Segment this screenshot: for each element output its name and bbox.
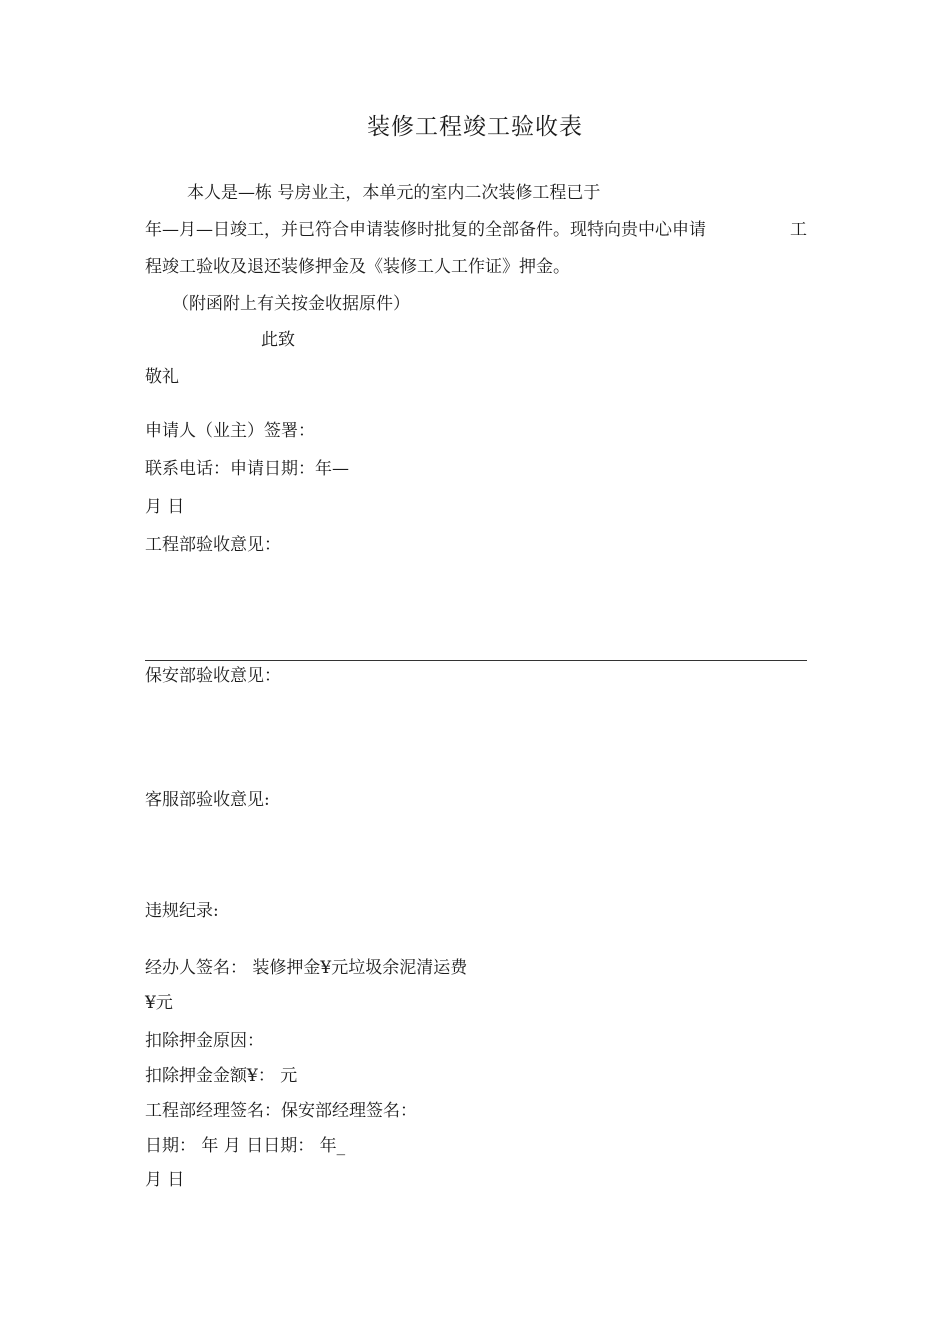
engineering-opinion-label: 工程部验收意见：: [145, 535, 281, 555]
paragraph-line-3: 程竣工验收及退还装修押金及《装修工人工作证》押金。: [145, 257, 570, 277]
contact-date-line-cont: 月 日: [145, 497, 185, 517]
handler-deposit-line-cont: ¥元: [145, 993, 173, 1013]
handler-deposit-line: 经办人签名： 装修押金¥元垃圾余泥清运费: [145, 958, 468, 978]
contact-date-line: 联系电话：申请日期：年—: [145, 459, 349, 479]
manager-signatures-line: 工程部经理签名：保安部经理签名：: [145, 1101, 417, 1121]
document-title: 装修工程竣工验收表: [367, 114, 583, 140]
deduction-reason-label: 扣除押金原因：: [145, 1031, 264, 1051]
paragraph-line-2: [145, 218, 807, 242]
attachment-note: （附函附上有关按金收据原件）: [172, 294, 410, 314]
applicant-signature-label: 申请人（业主）签署：: [145, 421, 315, 441]
deduction-amount-label: 扣除押金金额¥： 元: [145, 1066, 298, 1086]
violation-record-label: 违规纪录:: [145, 901, 219, 921]
section-divider: [145, 660, 807, 661]
paragraph-line-2-left: 年—月—日竣工，并已符合申请装修时批复的全部备件。现特向贵中心申请: [145, 220, 706, 240]
paragraph-line-2-right: 工: [790, 220, 807, 240]
date-line-cont: 月 日: [145, 1170, 185, 1190]
service-opinion-label: 客服部验收意见:: [145, 790, 270, 810]
paragraph-line-1: 本人是—栋 号房业主，本单元的室内二次装修工程已于: [187, 183, 601, 203]
security-opinion-label: 保安部验收意见：: [145, 666, 281, 686]
closing-text: 此致: [261, 330, 295, 350]
date-line: 日期： 年 月 日日期： 年_: [145, 1136, 346, 1156]
salutation-text: 敬礼: [145, 367, 179, 387]
